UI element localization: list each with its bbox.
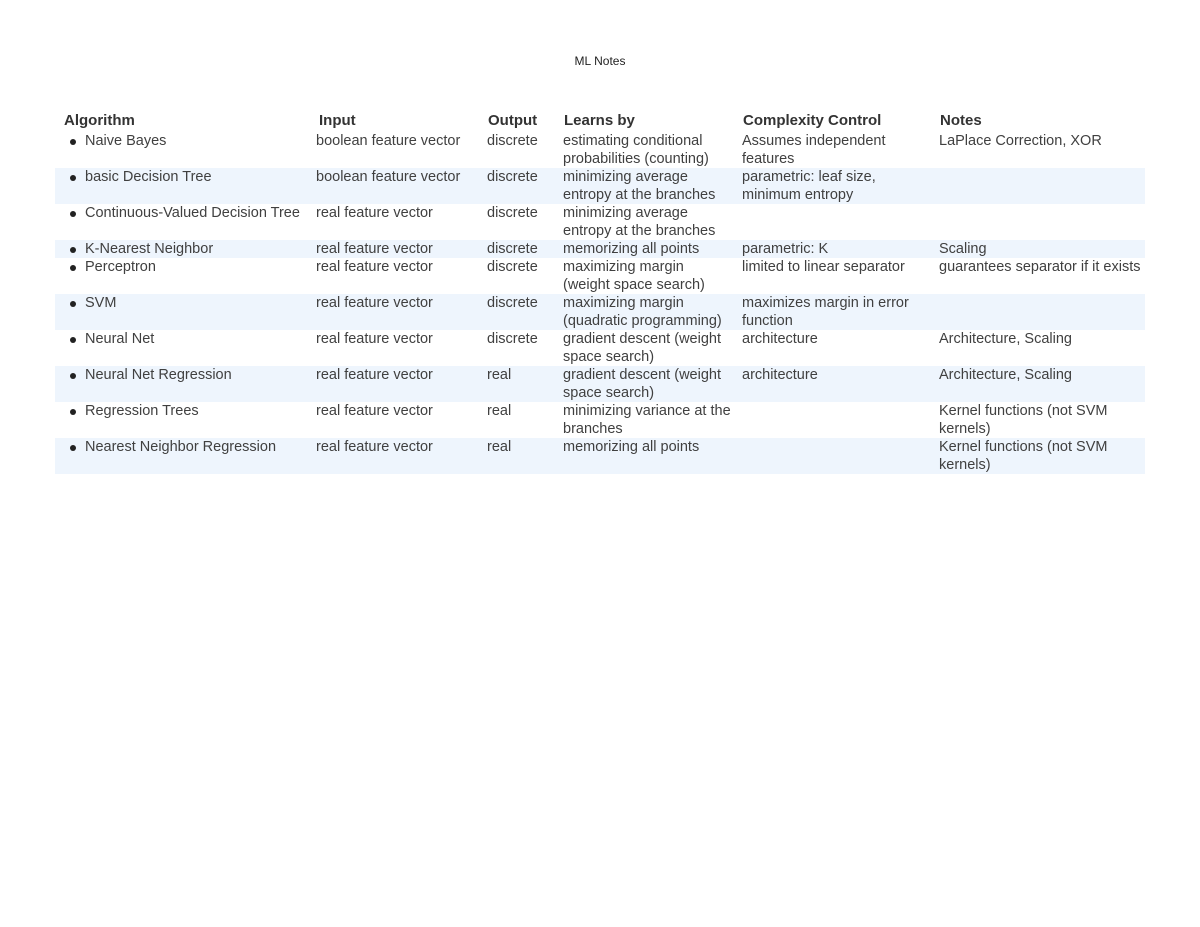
bullet-icon bbox=[70, 247, 76, 253]
cell-notes bbox=[934, 204, 1145, 240]
cell-input: boolean feature vector bbox=[311, 168, 482, 204]
table-header-row bbox=[55, 108, 1145, 132]
cell-algorithm bbox=[55, 330, 311, 366]
cell-notes: Kernel functions (not SVM kernels) bbox=[934, 438, 1145, 474]
cell-complexity-control bbox=[737, 402, 934, 438]
cell-complexity-control: architecture bbox=[742, 331, 818, 347]
header-complexity-control: Complexity Control bbox=[743, 112, 882, 129]
cell-notes: guarantees separator if it exists bbox=[939, 259, 1141, 275]
cell-input: real feature vector bbox=[311, 240, 482, 258]
cell-algorithm bbox=[55, 240, 311, 258]
cell-learns-by: estimating conditional probabilities (counting) bbox=[563, 133, 709, 167]
cell-learns-by: memorizing all points bbox=[558, 240, 737, 258]
table-row bbox=[55, 402, 1145, 438]
cell-complexity-control: maximizes margin in error function bbox=[737, 294, 934, 330]
table-row bbox=[55, 204, 1145, 240]
cell-input: real feature vector bbox=[316, 259, 433, 275]
cell-output: discrete bbox=[482, 168, 558, 204]
cell-complexity-control: parametric: K bbox=[737, 240, 934, 258]
cell-algorithm bbox=[55, 366, 311, 402]
cell-algorithm bbox=[55, 132, 311, 168]
cell-complexity-control: Assumes independent features bbox=[742, 133, 886, 167]
bullet-icon bbox=[70, 337, 76, 343]
algorithm-name: Regression Trees bbox=[85, 403, 199, 419]
cell-output: real bbox=[482, 438, 558, 474]
cell-complexity-control bbox=[737, 438, 934, 474]
cell-learns-by: minimizing average entropy at the branches bbox=[558, 168, 737, 204]
cell-output: discrete bbox=[482, 240, 558, 258]
cell-output: discrete bbox=[487, 133, 538, 149]
cell-learns-by: gradient descent (weight space search) bbox=[563, 331, 721, 365]
bullet-icon bbox=[70, 265, 76, 271]
bullet-icon bbox=[70, 175, 76, 181]
cell-notes bbox=[934, 294, 1145, 330]
cell-notes: Kernel functions (not SVM kernels) bbox=[939, 403, 1108, 437]
cell-input: real feature vector bbox=[311, 366, 482, 402]
cell-input: real feature vector bbox=[316, 205, 433, 221]
algorithm-name: Neural Net bbox=[85, 331, 155, 347]
algorithm-name: SVM bbox=[85, 295, 117, 311]
bullet-icon bbox=[70, 139, 76, 145]
cell-algorithm bbox=[55, 258, 311, 294]
bullet-icon bbox=[70, 445, 76, 451]
algorithm-name: Naive Bayes bbox=[85, 133, 167, 149]
cell-notes: Scaling bbox=[934, 240, 1145, 258]
algorithm-name: K-Nearest Neighbor bbox=[85, 241, 214, 257]
bullet-icon bbox=[70, 373, 76, 379]
table-row bbox=[55, 366, 1145, 402]
cell-algorithm bbox=[55, 204, 311, 240]
header-algorithm: Algorithm bbox=[64, 112, 135, 129]
cell-algorithm bbox=[55, 402, 311, 438]
cell-notes: Architecture, Scaling bbox=[939, 331, 1072, 347]
algorithm-name: basic Decision Tree bbox=[85, 169, 212, 185]
cell-algorithm bbox=[55, 294, 311, 330]
table-row bbox=[55, 240, 1145, 258]
cell-complexity-control: architecture bbox=[737, 366, 934, 402]
table-row bbox=[55, 438, 1145, 474]
cell-complexity-control: parametric: leaf size, minimum entropy bbox=[737, 168, 934, 204]
algorithm-name: Nearest Neighbor Regression bbox=[85, 439, 277, 455]
algorithm-name: Perceptron bbox=[85, 259, 156, 275]
cell-output: discrete bbox=[487, 259, 538, 275]
cell-learns-by: memorizing all points bbox=[558, 438, 737, 474]
cell-learns-by: maximizing margin (quadratic programming) bbox=[558, 294, 737, 330]
cell-learns-by: gradient descent (weight space search) bbox=[558, 366, 737, 402]
cell-input: real feature vector bbox=[311, 294, 482, 330]
header-input: Input bbox=[319, 112, 356, 129]
header-output: Output bbox=[488, 112, 538, 129]
cell-input: boolean feature vector bbox=[316, 133, 461, 149]
cell-output: real bbox=[487, 403, 512, 419]
cell-algorithm bbox=[55, 168, 311, 204]
bullet-icon bbox=[70, 301, 76, 307]
table-row bbox=[55, 294, 1145, 330]
bullet-icon bbox=[70, 211, 76, 217]
cell-learns-by: minimizing variance at the branches bbox=[563, 403, 731, 437]
cell-notes: LaPlace Correction, XOR bbox=[939, 133, 1102, 149]
cell-output: discrete bbox=[482, 294, 558, 330]
algorithms-table bbox=[55, 108, 1145, 474]
table-row bbox=[55, 258, 1145, 294]
table-body bbox=[55, 132, 1145, 474]
cell-complexity-control: limited to linear separator bbox=[742, 259, 905, 275]
cell-algorithm bbox=[55, 438, 311, 474]
algorithm-name: Continuous-Valued Decision Tree bbox=[85, 205, 300, 221]
cell-input: real feature vector bbox=[316, 331, 433, 347]
table-row bbox=[55, 168, 1145, 204]
header-learns-by: Learns by bbox=[564, 112, 635, 129]
cell-output: real bbox=[482, 366, 558, 402]
header-notes: Notes bbox=[940, 112, 982, 129]
cell-learns-by: minimizing average entropy at the branches bbox=[563, 205, 716, 239]
bullet-icon bbox=[70, 409, 76, 415]
table-row bbox=[55, 330, 1145, 366]
cell-output: discrete bbox=[487, 205, 538, 221]
table-row bbox=[55, 132, 1145, 168]
cell-input: real feature vector bbox=[316, 403, 433, 419]
cell-output: discrete bbox=[487, 331, 538, 347]
algorithm-name: Neural Net Regression bbox=[85, 367, 232, 383]
cell-notes bbox=[934, 168, 1145, 204]
cell-notes: Architecture, Scaling bbox=[934, 366, 1145, 402]
cell-input: real feature vector bbox=[311, 438, 482, 474]
cell-complexity-control bbox=[737, 204, 934, 240]
cell-learns-by: maximizing margin (weight space search) bbox=[563, 259, 705, 293]
page-title: ML Notes bbox=[574, 54, 626, 68]
